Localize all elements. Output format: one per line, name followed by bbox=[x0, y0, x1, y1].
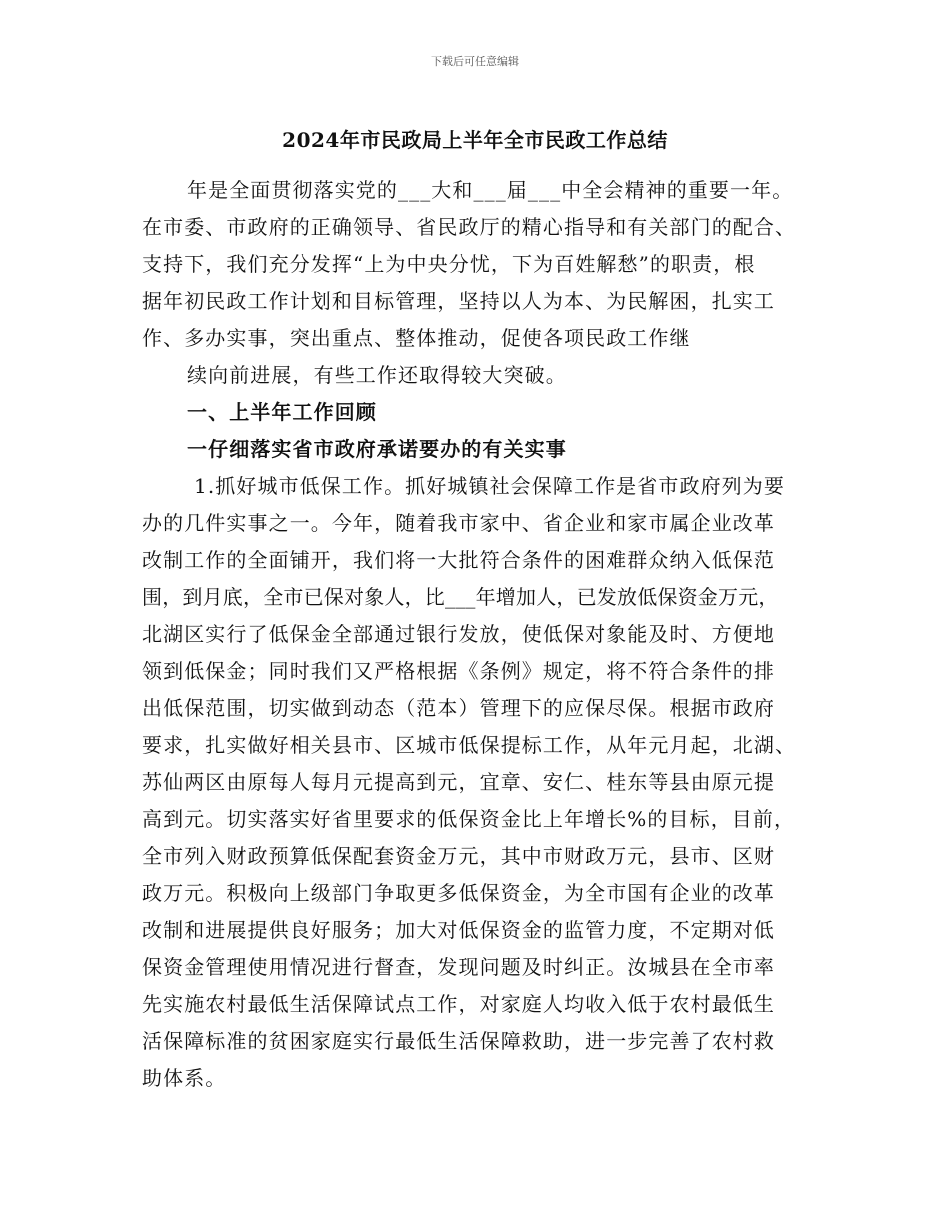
paragraph-line: 苏仙两区由原每人每月元提高到元，宜章、安仁、桂东等县由原元提 bbox=[142, 770, 775, 794]
paragraph-line: 办的几件实事之一。今年，随着我市家中、省企业和家市属企业改革 bbox=[142, 511, 775, 535]
section-heading: 一、上半年工作回顾 bbox=[187, 400, 377, 424]
paragraph-line: 据年初民政工作计划和目标管理，坚持以人为本、为民解困，扎实工 bbox=[142, 289, 775, 313]
paragraph-line: 政万元。积极向上级部门争取更多低保资金，为全市国有企业的改革 bbox=[142, 881, 775, 905]
paragraph-line: 高到元。切实落实好省里要求的低保资金比上年增长%的目标，目前， bbox=[142, 807, 796, 831]
paragraph-line: 活保障标准的贫困家庭实行最低生活保障救助，进一步完善了农村救 bbox=[142, 1029, 775, 1053]
document-body bbox=[142, 172, 822, 1097]
paragraph-line: 先实施农村最低生活保障试点工作，对家庭人均收入低于农村最低生 bbox=[142, 992, 775, 1016]
paragraph-line: 改制和进展提供良好服务；加大对低保资金的监管力度，不定期对低 bbox=[142, 918, 775, 942]
subsection-heading: 一仔细落实省市政府承诺要办的有关实事 bbox=[187, 437, 567, 461]
paragraph-line: 助体系。 bbox=[142, 1066, 227, 1090]
document-title: 2024年市民政局上半年全市民政工作总结 bbox=[282, 128, 668, 152]
paragraph-line: 保资金管理使用情况进行督查，发现问题及时纠正。汝城县在全市率 bbox=[142, 955, 775, 979]
paragraph-line: 支持下，我们充分发挥“上为中央分忧，下为百姓解愁”的职责，根 bbox=[142, 252, 756, 276]
header-note: 下载后可任意编辑 bbox=[431, 55, 519, 68]
paragraph-line: 全市列入财政预算低保配套资金万元，其中市财政万元，县市、区财 bbox=[142, 844, 775, 868]
paragraph-line: 出低保范围，切实做到动态（范本）管理下的应保尽保。根据市政府 bbox=[142, 696, 775, 720]
paragraph-line: 年是全面贯彻落实党的___大和___届___中全会精神的重要一年。 bbox=[187, 178, 794, 202]
paragraph-line: 北湖区实行了低保金全部通过银行发放，使低保对象能及时、方便地 bbox=[142, 622, 775, 646]
paragraph-line: 作、多办实事，突出重点、整体推动，促使各项民政工作继 bbox=[142, 326, 691, 350]
paragraph-line: 续向前进展，有些工作还取得较大突破。 bbox=[187, 363, 567, 387]
paragraph-line: 1.抓好城市低保工作。抓好城镇社会保障工作是省市政府列为要 bbox=[194, 474, 785, 498]
paragraph-line: 改制工作的全面铺开，我们将一大批符合条件的困难群众纳入低保范 bbox=[142, 548, 775, 572]
paragraph-line: 在市委、市政府的正确领导、省民政厅的精心指导和有关部门的配合、 bbox=[142, 215, 797, 239]
paragraph-line: 要求，扎实做好相关县市、区城市低保提标工作，从年元月起，北湖、 bbox=[142, 733, 797, 757]
paragraph-line: 领到低保金；同时我们又严格根据《条例》规定，将不符合条件的排 bbox=[142, 659, 775, 683]
paragraph-line: 围，到月底，全市已保对象人，比___年增加人，已发放低保资金万元， bbox=[142, 585, 779, 609]
